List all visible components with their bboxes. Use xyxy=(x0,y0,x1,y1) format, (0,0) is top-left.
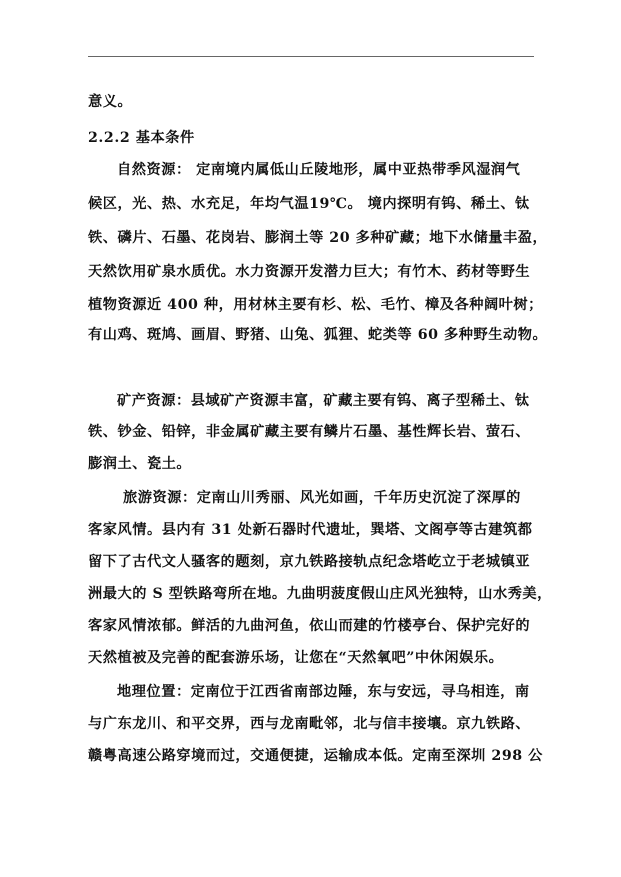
tourism-resources-line-4: 洲最大的 S 型铁路弯所在地。九曲明菠度假山庄风光独特，山水秀美， xyxy=(88,586,552,602)
tourism-resources-line-6: 天然植被及完善的配套游乐场，让您在“天然氧吧”中休闲娱乐。 xyxy=(88,650,504,666)
natural-resources-line-3: 铁、磷片、石墨、花岗岩、膨润土等 20 多种矿藏；地下水储量丰盈， xyxy=(88,230,548,246)
location-line-3: 赣粤高速公路穿境而过，交通便捷，运输成本低。定南至深圳 298 公 xyxy=(88,748,543,764)
header-rule xyxy=(88,56,534,57)
location-line-1: 地理位置：定南位于江西省南部边陲，东与安远，寻乌相连，南 xyxy=(117,684,530,700)
mineral-resources-line-2: 铁、钞金、铅锌，非金属矿藏主要有鳞片石墨、基性辉长岩、萤石、 xyxy=(88,424,531,440)
mineral-resources-line-3: 膨润土、瓷土。 xyxy=(88,456,192,472)
mineral-resources-line-1: 矿产资源：县域矿产资源丰富，矿藏主要有钨、离子型稀土、钛 xyxy=(117,393,530,409)
text-line-1: 意义。 xyxy=(88,94,133,110)
tourism-resources-line-5: 客家风情浓郁。鲜活的九曲河鱼，依山而建的竹楼亭台、保护完好的 xyxy=(88,618,531,634)
tourism-resources-line-2: 客家风情。县内有 31 处新石器时代遗址，巽塔、文阁亭等古建筑都 xyxy=(88,522,533,538)
natural-resources-line-4: 天然饮用矿泉水质优。水力资源开发潜力巨大；有竹木、药材等野生 xyxy=(88,264,531,280)
natural-resources-line-6: 有山鸡、斑鸠、画眉、野猪、山兔、狐狸、蛇类等 60 多种野生动物。 xyxy=(88,327,548,343)
natural-resources-line-5: 植物资源近 400 种，用材林主要有杉、松、毛竹、樟及各种阔叶树； xyxy=(88,297,543,313)
tourism-resources-line-1: 旅游资源：定南山川秀丽、风光如画，千年历史沉淀了深厚的 xyxy=(123,490,521,506)
natural-resources-line-2: 候区，光、热、水充足，年均气温19℃。 境内探明有钨、稀土、钛 xyxy=(88,196,530,212)
natural-resources-line-1: 自然资源： 定南境内属低山丘陵地形，属中亚热带季风湿润气 xyxy=(117,162,521,178)
section-heading: 2.2.2 基本条件 xyxy=(88,130,195,146)
tourism-resources-line-3: 留下了古代文人骚客的题刻，京九铁路接轨点纪念塔屹立于老城镇亚 xyxy=(88,554,531,570)
location-line-2: 与广东龙川、和平交界，西与龙南毗邻，北与信丰接壤。京九铁路、 xyxy=(88,716,531,732)
